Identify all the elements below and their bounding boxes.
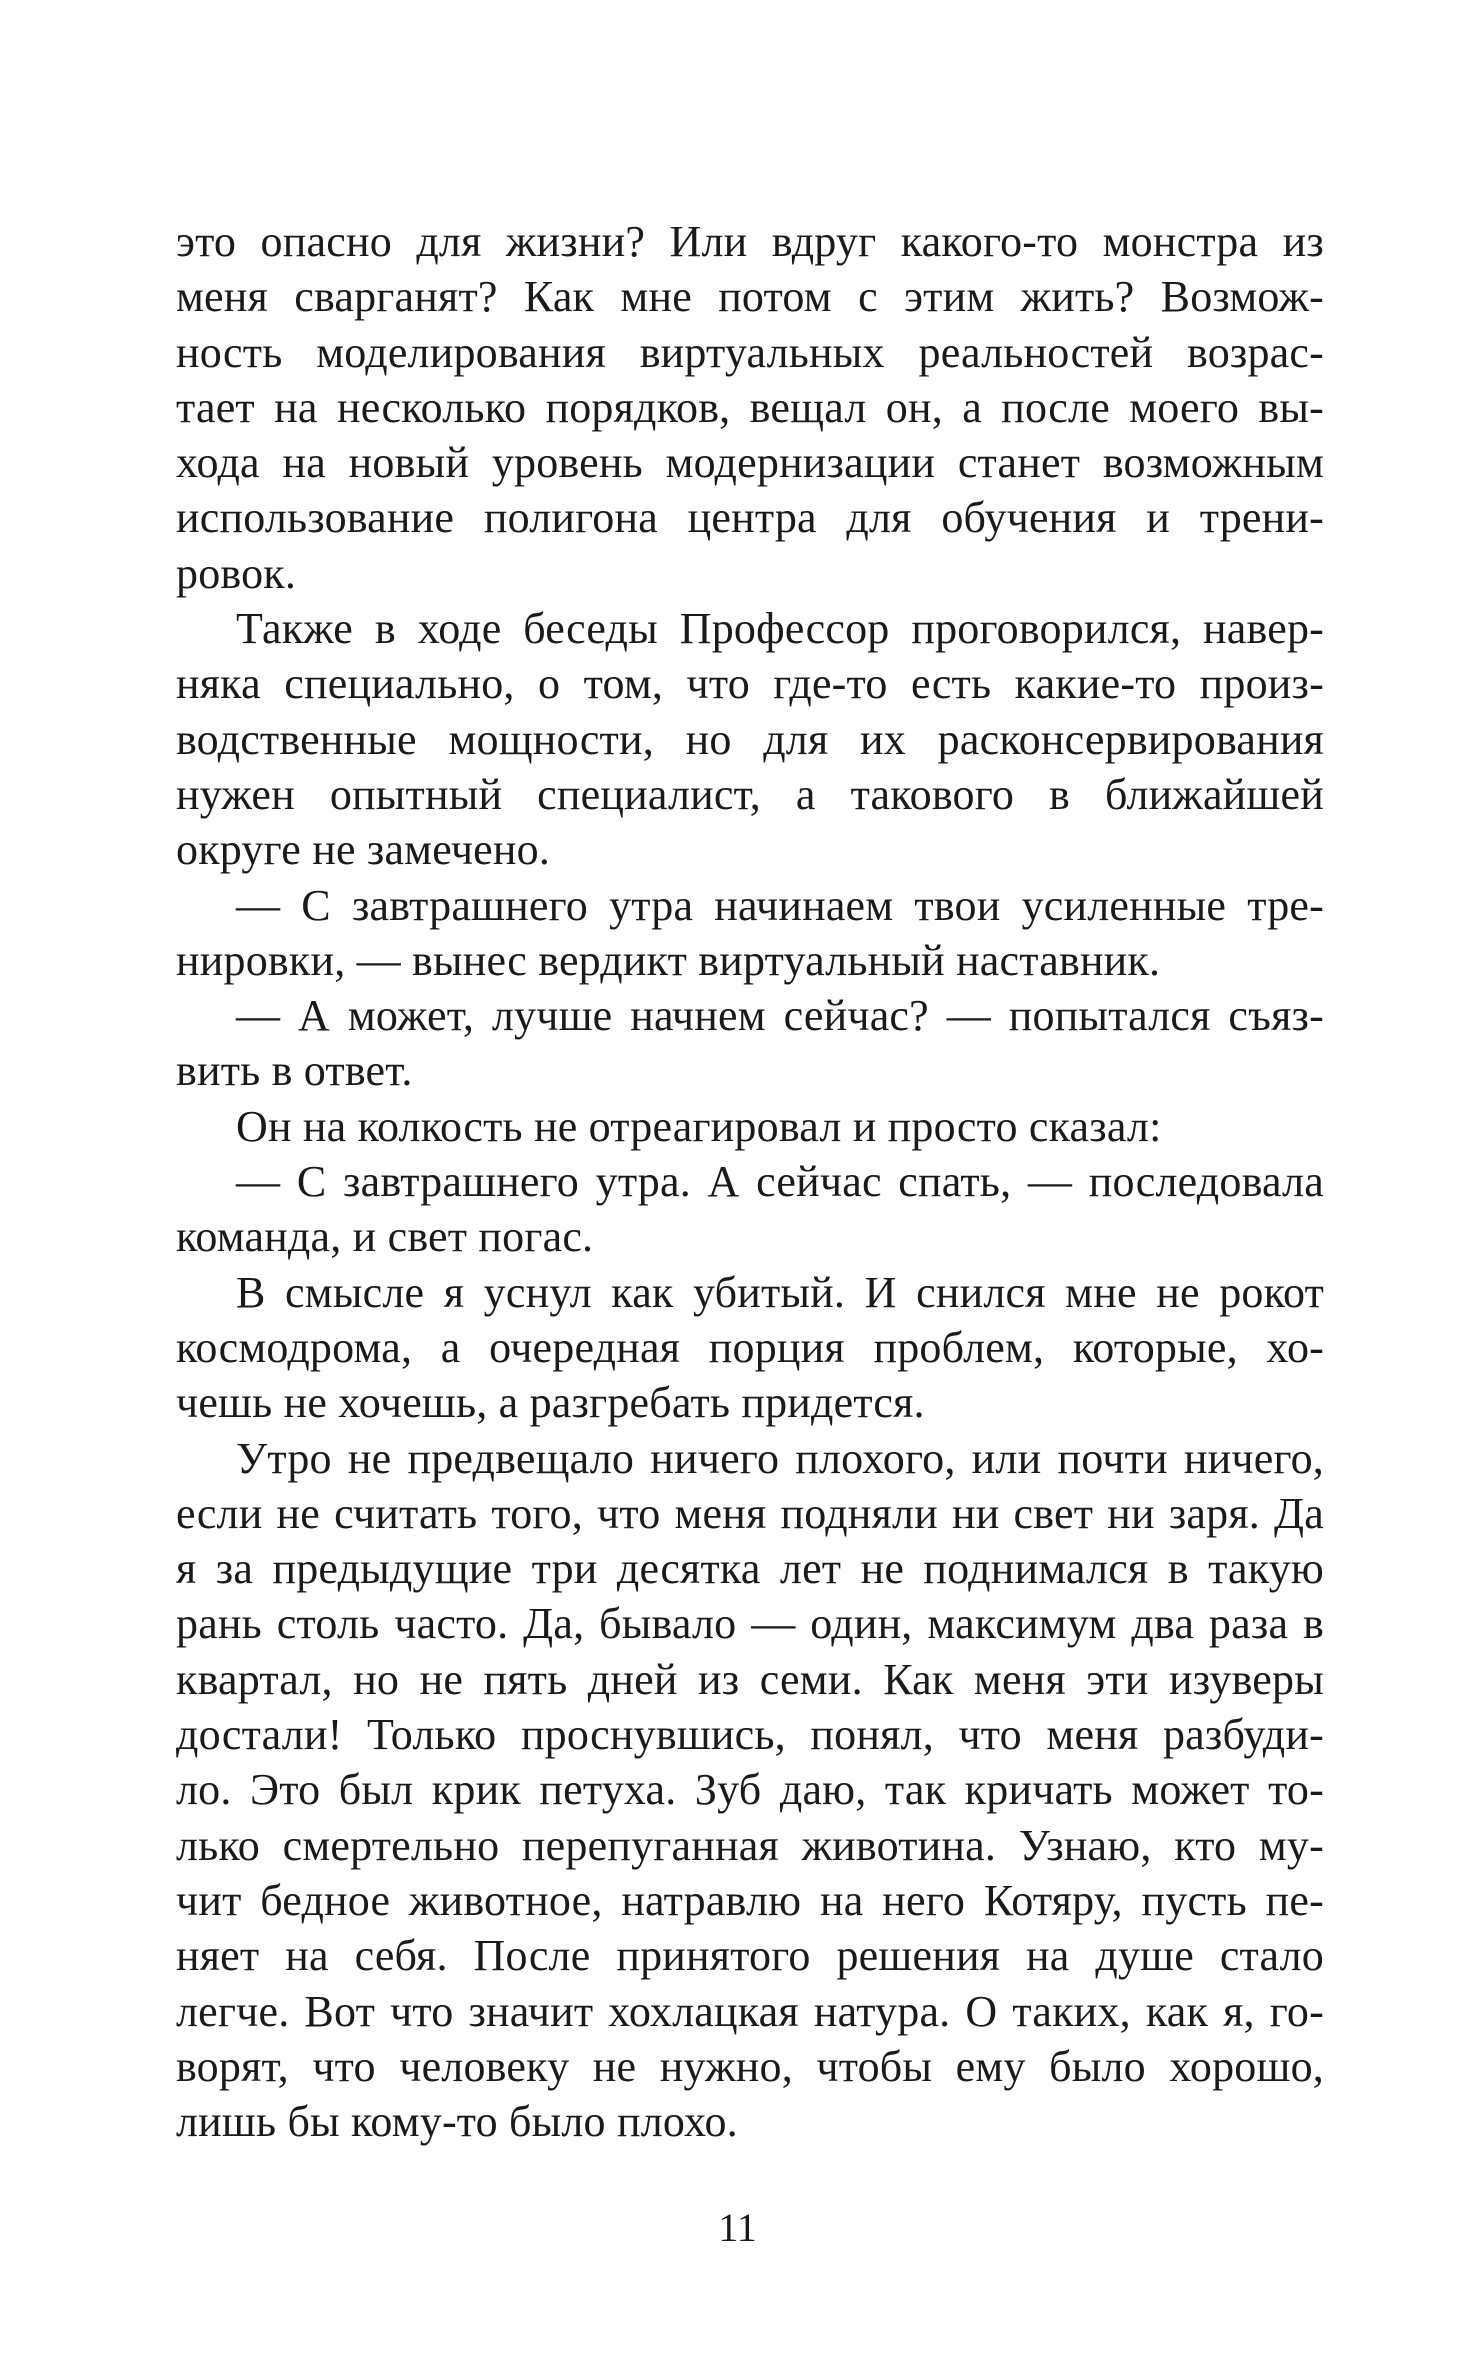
text-line: — С завтрашнего утра. А сейчас спать, — последовала [236, 1157, 1324, 1207]
text-line: В смысле я уснул как убитый. И снился мне не рокот [236, 1267, 1324, 1317]
text-line: рань столь часто. Да, бывало — один, максимум два раза в [176, 1599, 1324, 1649]
text-line: водственные мощности, но для их расконсервирования [176, 714, 1324, 764]
text-line: округе не замечено. [176, 825, 551, 875]
text-line: чит бедное животное, натравлю на него Котяру, пусть пе- [176, 1875, 1324, 1925]
text-line: — А может, лучше начнем сейчас? — попытался съяз- [236, 991, 1324, 1041]
text-line: использование полигона центра для обучения и трени- [176, 493, 1324, 543]
text-line: ворят, что человеку не нужно, чтобы ему было хорошо, [176, 2041, 1324, 2091]
text-line: Утро не предвещало ничего плохого, или почти ничего, [236, 1433, 1324, 1483]
text-line: квартал, но не пять дней из семи. Как меня эти изуверы [176, 1654, 1324, 1704]
text-line: ровок. [176, 548, 297, 598]
text-line: Он на колкость не отреагировал и просто сказал: [236, 1101, 1162, 1151]
text-line: — С завтрашнего утра начинаем твои усиленные тре- [236, 880, 1324, 930]
text-line: лько смертельно перепуганная животина. Узнаю, кто му- [176, 1820, 1324, 1870]
text-line: это опасно для жизни? Или вдруг какого-то монстра из [176, 217, 1324, 266]
text-line: няка специально, о том, что где-то есть какие-то произ- [176, 659, 1324, 709]
text-line: достали! Только проснувшись, понял, что меня разбуди- [176, 1710, 1324, 1760]
page-number: 11 [718, 2205, 757, 2250]
text-line: команда, и свет погас. [176, 1212, 594, 1262]
text-line: если не считать того, что меня подняли ни свет ни заря. Да [176, 1488, 1324, 1538]
text-line: космодрома, а очередная порция проблем, которые, хо- [176, 1322, 1324, 1372]
text-line: няет на себя. После принятого решения на душе стало [176, 1931, 1324, 1981]
text-line: ность моделирования виртуальных реальностей возрас- [176, 327, 1324, 377]
text-line: лишь бы кому-то было плохо. [176, 2097, 738, 2147]
text-line: чешь не хочешь, а разгребать придется. [176, 1378, 925, 1428]
text-line: тает на несколько порядков, вещал он, а после моего вы- [176, 382, 1324, 432]
text-line: ло. Это был крик петуха. Зуб даю, так кричать может то- [176, 1765, 1324, 1815]
text-line: меня сварганят? Как мне потом с этим жить? Возмож- [176, 272, 1324, 322]
text-line: легче. Вот что значит хохлацкая натура. О таких, как я, го- [176, 1986, 1324, 2036]
text-line: я за предыдущие три десятка лет не поднимался в такую [176, 1544, 1324, 1594]
body-text [176, 214, 1324, 2149]
text-line: нировки, — вынес вердикт виртуальный наставник. [176, 935, 1161, 985]
text-line: вить в ответ. [176, 1046, 413, 1096]
text-line: нужен опытный специалист, а такового в ближайшей [176, 769, 1324, 819]
text-line: хода на новый уровень модернизации станет возможным [176, 438, 1324, 488]
text-line: Также в ходе беседы Профессор проговорился, навер- [236, 604, 1324, 654]
